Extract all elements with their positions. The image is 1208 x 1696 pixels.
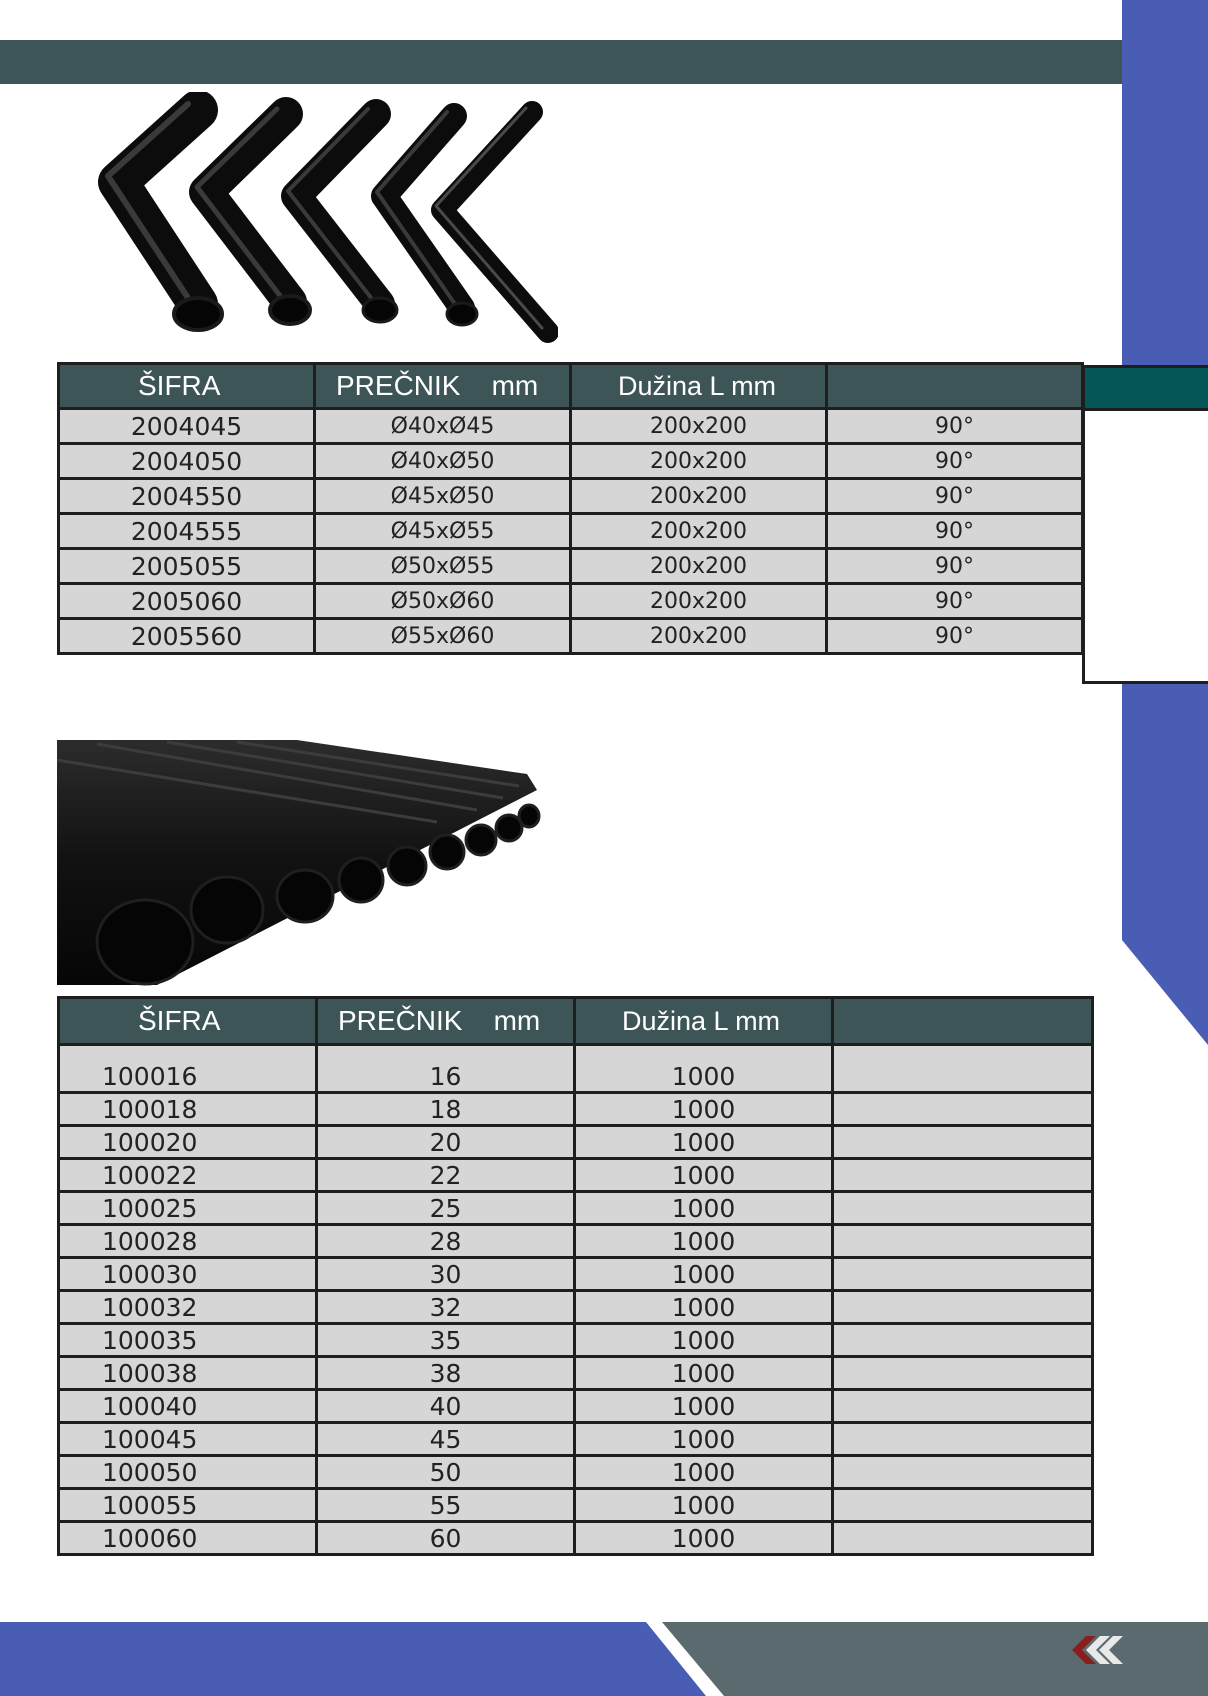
length-cell: 1000	[575, 1456, 833, 1489]
length-cell: 200x200	[571, 514, 827, 549]
notes-cell	[833, 1093, 1093, 1126]
header-duzina: Dužina L mm	[575, 998, 833, 1045]
code-cell: 2004550	[59, 479, 315, 514]
angle-cell: 90°	[827, 619, 1083, 654]
table-row	[59, 1291, 1093, 1324]
footer-bar	[0, 1622, 1208, 1696]
notes-cell	[833, 1045, 1093, 1093]
length-cell: 1000	[575, 1126, 833, 1159]
code-cell: 2004555	[59, 514, 315, 549]
diameter-cell: 16	[317, 1045, 575, 1093]
elbow-table-header-row	[59, 364, 1083, 409]
notes-cell	[833, 1258, 1093, 1291]
diameter-cell: 20	[317, 1126, 575, 1159]
side-column-header	[1082, 365, 1208, 411]
notes-cell	[833, 1390, 1093, 1423]
length-cell: 1000	[575, 1357, 833, 1390]
diameter-cell: 50	[317, 1456, 575, 1489]
diameter-cell: 32	[317, 1291, 575, 1324]
diameter-cell: Ø40xØ50	[315, 444, 571, 479]
table-row	[59, 549, 1083, 584]
header-sifra: ŠIFRA	[59, 364, 315, 409]
table-row	[59, 1456, 1093, 1489]
table-row	[59, 1357, 1093, 1390]
table-row	[59, 409, 1083, 444]
angle-cell: 90°	[827, 409, 1083, 444]
table-row	[59, 1489, 1093, 1522]
code-cell: 100022	[59, 1159, 317, 1192]
code-cell: 2005055	[59, 549, 315, 584]
header-duzina: Dužina L mm	[571, 364, 827, 409]
notes-cell	[833, 1225, 1093, 1258]
code-cell: 2004045	[59, 409, 315, 444]
notes-cell	[833, 1489, 1093, 1522]
code-cell: 100060	[59, 1522, 317, 1555]
straight-hoses-photo	[57, 740, 541, 990]
diameter-cell: Ø55xØ60	[315, 619, 571, 654]
diameter-cell: 18	[317, 1093, 575, 1126]
diameter-cell: 22	[317, 1159, 575, 1192]
length-cell: 1000	[575, 1489, 833, 1522]
length-cell: 1000	[575, 1324, 833, 1357]
length-cell: 200x200	[571, 409, 827, 444]
table-row	[59, 1522, 1093, 1555]
notes-cell	[833, 1357, 1093, 1390]
diameter-cell: 30	[317, 1258, 575, 1291]
table-row	[59, 1126, 1093, 1159]
notes-cell	[833, 1291, 1093, 1324]
code-cell: 100025	[59, 1192, 317, 1225]
diameter-cell: 60	[317, 1522, 575, 1555]
diameter-cell: Ø40xØ45	[315, 409, 571, 444]
code-cell: 2004050	[59, 444, 315, 479]
diameter-cell: 25	[317, 1192, 575, 1225]
code-cell: 100040	[59, 1390, 317, 1423]
length-cell: 1000	[575, 1390, 833, 1423]
angle-cell: 90°	[827, 479, 1083, 514]
code-cell: 100028	[59, 1225, 317, 1258]
hose-spec-table	[57, 996, 1094, 1556]
header-sifra: ŠIFRA	[59, 998, 317, 1045]
code-cell: 100045	[59, 1423, 317, 1456]
notes-cell	[833, 1456, 1093, 1489]
elbow-spec-table	[57, 362, 1084, 655]
table-row	[59, 1159, 1093, 1192]
elbow-hose-3	[288, 109, 397, 322]
length-cell: 1000	[575, 1522, 833, 1555]
notes-cell	[833, 1126, 1093, 1159]
table-row	[59, 584, 1083, 619]
angle-cell: 90°	[827, 584, 1083, 619]
diameter-cell: 55	[317, 1489, 575, 1522]
diameter-cell: 35	[317, 1324, 575, 1357]
length-cell: 200x200	[571, 619, 827, 654]
length-cell: 200x200	[571, 444, 827, 479]
table-row	[59, 1324, 1093, 1357]
notes-cell	[833, 1324, 1093, 1357]
length-cell: 1000	[575, 1291, 833, 1324]
diameter-cell: 45	[317, 1423, 575, 1456]
notes-cell	[833, 1522, 1093, 1555]
diameter-cell: Ø45xØ55	[315, 514, 571, 549]
notes-cell	[833, 1159, 1093, 1192]
header-band	[0, 40, 1208, 84]
table-row	[59, 1192, 1093, 1225]
code-cell: 100032	[59, 1291, 317, 1324]
length-cell: 1000	[575, 1192, 833, 1225]
length-cell: 1000	[575, 1423, 833, 1456]
diameter-cell: Ø50xØ55	[315, 549, 571, 584]
side-column-frame	[1082, 411, 1208, 684]
diameter-cell: 38	[317, 1357, 575, 1390]
header-precnik: PREČNIK mm	[315, 364, 571, 409]
header-blank	[833, 998, 1093, 1045]
table-row	[59, 1258, 1093, 1291]
table-row	[59, 1045, 1093, 1093]
diameter-cell: 40	[317, 1390, 575, 1423]
table-row	[59, 1093, 1093, 1126]
hose-table-header-row	[59, 998, 1093, 1045]
header-precnik: PREČNIK mm	[317, 998, 575, 1045]
angle-cell: 90°	[827, 514, 1083, 549]
code-cell: 100030	[59, 1258, 317, 1291]
table-row	[59, 1423, 1093, 1456]
elbow-table-side-column	[1082, 362, 1208, 684]
table-row	[59, 479, 1083, 514]
length-cell: 1000	[575, 1258, 833, 1291]
diameter-cell: 28	[317, 1225, 575, 1258]
table-row	[59, 1225, 1093, 1258]
code-cell: 100055	[59, 1489, 317, 1522]
code-cell: 100016	[59, 1045, 317, 1093]
length-cell: 1000	[575, 1045, 833, 1093]
table-row	[59, 1390, 1093, 1423]
length-cell: 200x200	[571, 479, 827, 514]
diameter-cell: Ø50xØ60	[315, 584, 571, 619]
header-blank	[827, 364, 1083, 409]
length-cell: 1000	[575, 1093, 833, 1126]
angle-cell: 90°	[827, 549, 1083, 584]
notes-cell	[833, 1192, 1093, 1225]
angle-cell: 90°	[827, 444, 1083, 479]
code-cell: 100018	[59, 1093, 317, 1126]
table-row	[59, 514, 1083, 549]
code-cell: 2005560	[59, 619, 315, 654]
table-row	[59, 444, 1083, 479]
length-cell: 200x200	[571, 549, 827, 584]
elbow-hoses-photo	[58, 92, 558, 354]
code-cell: 100035	[59, 1324, 317, 1357]
table-row	[59, 619, 1083, 654]
code-cell: 100038	[59, 1357, 317, 1390]
diameter-cell: Ø45xØ50	[315, 479, 571, 514]
chevron-left-icon[interactable]	[1066, 1634, 1124, 1666]
code-cell: 100050	[59, 1456, 317, 1489]
length-cell: 200x200	[571, 584, 827, 619]
length-cell: 1000	[575, 1225, 833, 1258]
code-cell: 2005060	[59, 584, 315, 619]
code-cell: 100020	[59, 1126, 317, 1159]
notes-cell	[833, 1423, 1093, 1456]
length-cell: 1000	[575, 1159, 833, 1192]
